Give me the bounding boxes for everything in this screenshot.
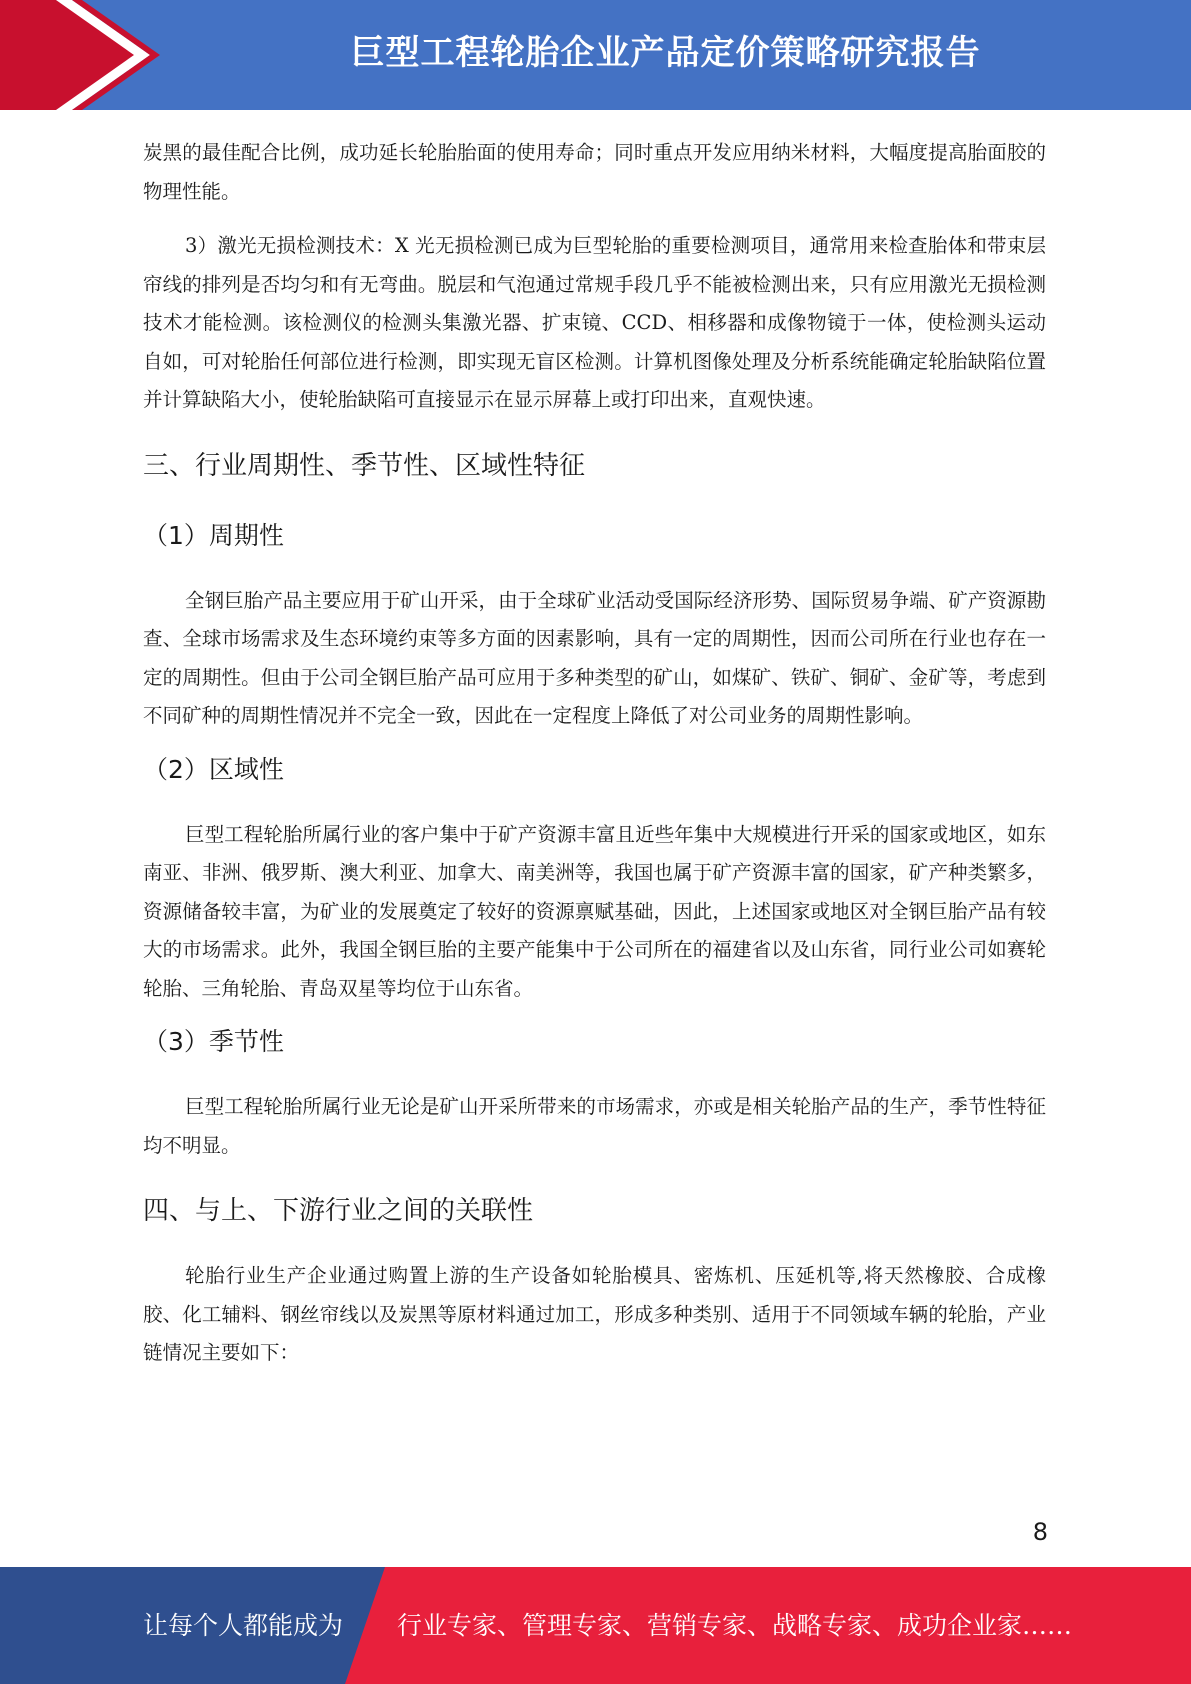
paragraph-laser-inspection: 3）激光无损检测技术：X 光无损检测已成为巨型轮胎的重要检测项目，通常用来检查胎体和带束层帘线的排列是否均匀和有无弯曲。脱层和气泡通过常规手段几乎不能被检测出来，只有应用激光无损检测技术才能检测。该检测仪的检测头集激光器、扩束镜、CCD、相移器和成像物镜于一体，使检测头运动自如，可对轮胎任何部位进行检测，即实现无盲区检测。计算机图像处理及分析系统能确定轮胎缺陷位置并计算缺陷大小，使轮胎缺陷可直接显示在显示屏幕上或打印出来，直观快速。 bbox=[143, 234, 1046, 411]
subheading-cyclicality: （1）周期性 bbox=[143, 520, 284, 550]
section-heading-3: 三、行业周期性、季节性、区域性特征 bbox=[143, 450, 586, 481]
page-number: 8 bbox=[1032, 1518, 1048, 1546]
section-heading-4: 四、与上、下游行业之间的关联性 bbox=[143, 1196, 534, 1226]
page-header bbox=[0, 0, 1191, 110]
page-footer bbox=[0, 1567, 1191, 1684]
header-red-chevron bbox=[0, 0, 150, 110]
footer-slogan-right: 行业专家、管理专家、营销专家、战略专家、成功企业家…… bbox=[397, 1611, 1073, 1640]
paragraph-industry-chain: 轮胎行业生产企业通过购置上游的生产设备如轮胎模具、密炼机、压延机等,将天然橡胶、合成橡胶、化工辅料、钢丝帘线以及炭黑等原材料通过加工，形成多种类别、适用于不同领域车辆的轮胎，产业链情况主要如下： bbox=[143, 1264, 1046, 1364]
paragraph-cyclicality: 全钢巨胎产品主要应用于矿山开采，由于全球矿业活动受国际经济形势、国际贸易争端、矿产资源勘查、全球市场需求及生态环境约束等多方面的因素影响，具有一定的周期性，因而公司所在行业也存在一定的周期性。但由于公司全钢巨胎产品可应用于多种类型的矿山，如煤矿、铁矿、铜矿、金矿等，考虑到不同矿种的周期性情况并不完全一致，因此在一定程度上降低了对公司业务的周期性影响。 bbox=[143, 588, 1046, 727]
header-title: 巨型工程轮胎企业产品定价策略研究报告 bbox=[350, 33, 981, 73]
paragraph-seasonality: 巨型工程轮胎所属行业无论是矿山开采所带来的市场需求，亦或是相关轮胎产品的生产，季节性特征均不明显。 bbox=[143, 1095, 1046, 1157]
paragraph-regionality: 巨型工程轮胎所属行业的客户集中于矿产资源丰富且近些年集中大规模进行开采的国家或地区，如东南亚、非洲、俄罗斯、澳大利亚、加拿大、南美洲等，我国也属于矿产资源丰富的国家，矿产种类繁多，资源储备较丰富，为矿业的发展奠定了较好的资源禀赋基础，因此，上述国家或地区对全钢巨胎产品有较大的市场需求。此外，我国全钢巨胎的主要产能集中于公司所在的福建省以及山东省，同行业公司如赛轮轮胎、三角轮胎、青岛双星等均位于山东省。 bbox=[143, 822, 1046, 1000]
subheading-seasonality: （3）季节性 bbox=[143, 1027, 284, 1056]
subheading-regionality: （2）区域性 bbox=[143, 754, 284, 784]
footer-slogan-left: 让每个人都能成为 bbox=[143, 1611, 344, 1640]
paragraph-continued: 炭黑的最佳配合比例，成功延长轮胎胎面的使用寿命；同时重点开发应用纳米材料，大幅度提高胎面胶的物理性能。 bbox=[143, 141, 1046, 203]
document-body bbox=[143, 134, 1046, 1373]
